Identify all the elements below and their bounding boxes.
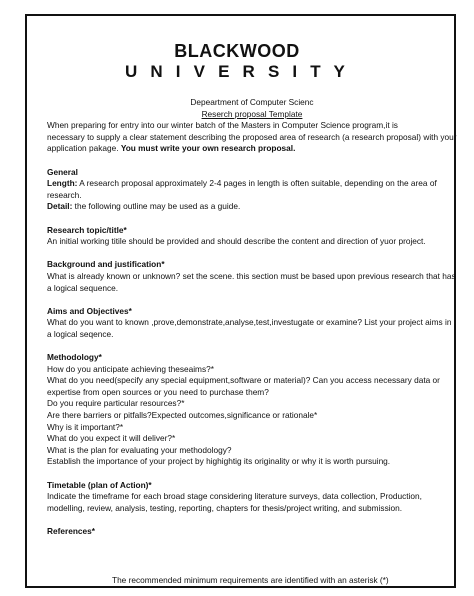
length-label: Length: (47, 178, 78, 189)
length-text: A research proposal approximately 2-4 pages in length is often suitable, depending on the area of (79, 178, 437, 189)
department-title: Depeartment of Computer Scienc (190, 97, 314, 107)
detail-label: Detail: (47, 201, 73, 212)
background-line-1: What is already known or unknown? set the scene. this section must be based upon previous research that has (47, 270, 456, 281)
topic-heading: Research topic/title* (47, 224, 127, 235)
background-heading: Background and justification* (47, 259, 165, 270)
timetable-heading: Timetable (plan of Action)* (47, 479, 152, 490)
methodology-line-7: What do you expect it will deliver?* (47, 433, 176, 444)
topic-line-1: An initial working titile should be provided and should describe the content and direction of yuor project. (47, 236, 426, 247)
university-name-line2: U N I V E R S I T Y (124, 62, 350, 81)
methodology-line-3: expertise from open sources or you need to purchase them? (47, 386, 269, 397)
intro-line-1: When preparing for entry into our winter batch of the Masters in Computer Science program,it is (47, 120, 398, 131)
university-name-line1: BLACKWOOD (174, 41, 300, 61)
general-heading: General (47, 166, 78, 177)
background-line-2: a logical sequence. (47, 282, 119, 293)
document-body (47, 97, 457, 538)
intro-line-3 (47, 143, 457, 155)
aims-line-2: a logical seqence. (47, 328, 114, 339)
intro-emphasis: You must write your own research proposal. (120, 143, 296, 154)
methodology-line-2: What do you need(specify any special equipment,software or material)? Can you access necessary data or (47, 375, 440, 386)
aims-line-1: What do you want to known ,prove,demonstrate,analyse,test,investugate or examine? List your project aims in (47, 317, 452, 328)
references-heading: References* (47, 525, 95, 536)
intro-line-2: necessary to supply a clear statement describing the proposed area of research (a research proposal) with your (47, 131, 457, 142)
general-length-cont: research. (47, 189, 82, 200)
methodology-line-6: Why is it important?* (47, 421, 124, 432)
methodology-line-5: Are there barriers or pitfalls?Expected outcomes,significance or rationale* (47, 410, 318, 421)
timetable-line-1: Indicate the timeframe for each broad stage considering literature surveys, data collection, Production, (47, 491, 422, 502)
aims-heading: Aims and Objectives* (47, 305, 132, 316)
general-length (47, 178, 457, 190)
document-title: Reserch proposal Template (201, 108, 303, 119)
general-detail (47, 201, 457, 213)
methodology-line-8: What is the plan for evaluating your methodology? (47, 444, 232, 455)
intro-plain: application pakage. (47, 143, 119, 154)
methodology-line-9: Establish the importance of your project by highightig its originality or why it is worth pursuing. (47, 456, 391, 467)
methodology-line-4: Do you require particular resources?* (47, 398, 185, 409)
timetable-line-2: modelling, review, analysis, testing, reporting, chapters for thesis/project writing, and submission. (47, 502, 403, 513)
detail-text: the following outline may be used as a guide. (74, 201, 241, 212)
methodology-heading: Methodology* (47, 352, 102, 363)
methodology-line-1: How do you anticipate achieving theseaims?* (47, 363, 214, 374)
asterisk-footnote: The recommended minimum requirements are identified with an asterisk (*) (112, 575, 389, 585)
